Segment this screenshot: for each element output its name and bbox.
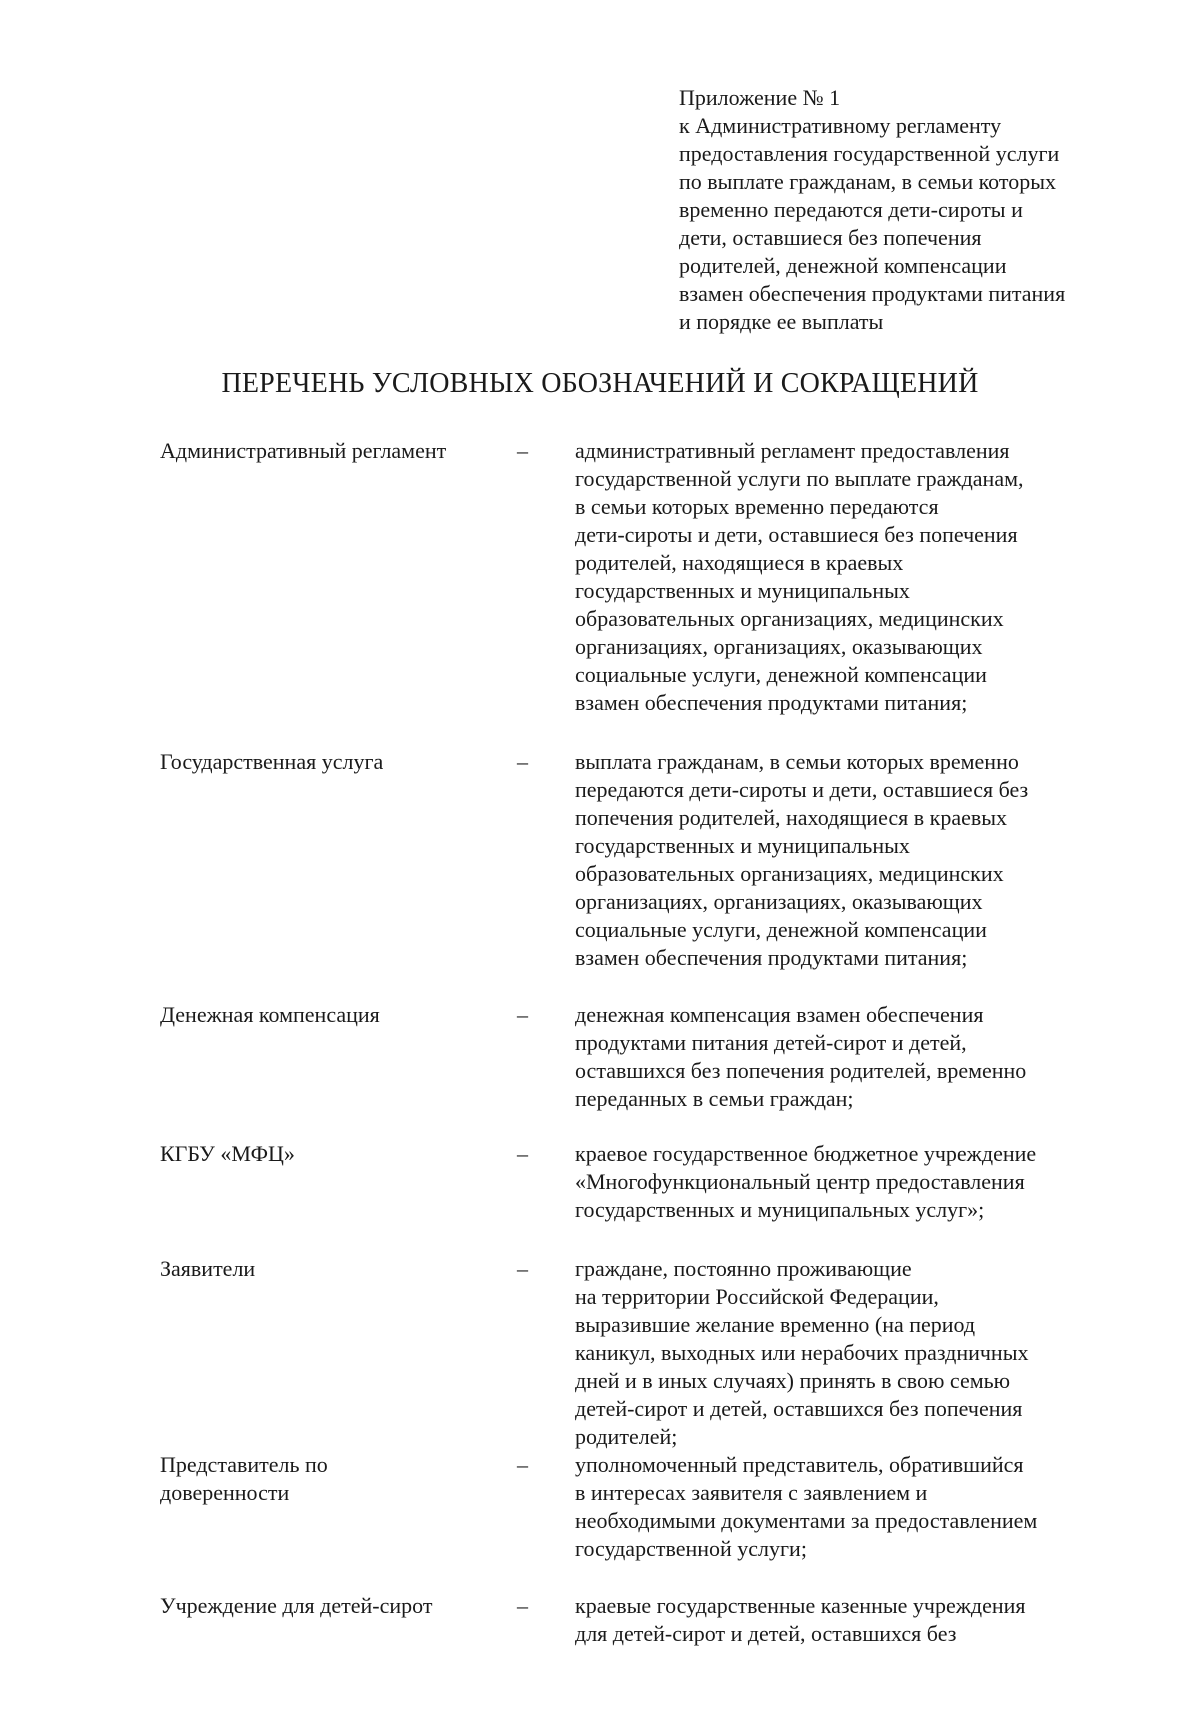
term — [160, 1451, 500, 1507]
definition-line: родителей, находящиеся в краевых — [575, 550, 904, 575]
term — [160, 1255, 500, 1283]
definition-line: необходимыми документами за предоставлением — [575, 1508, 1038, 1533]
term — [160, 1140, 500, 1168]
definition-line: передаются дети-сироты и дети, оставшиеся без — [575, 777, 1029, 802]
definition-line: социальные услуги, денежной компенсации — [575, 662, 987, 687]
term-line: доверенности — [160, 1480, 290, 1505]
definition-line: родителей; — [575, 1424, 678, 1449]
appendix-line: по выплате гражданам, в семьи которых — [679, 169, 1056, 194]
definition-line: государственной услуги; — [575, 1536, 807, 1561]
appendix-line: предоставления государственной услуги — [679, 141, 1060, 166]
definition-line: государственных и муниципальных услуг»; — [575, 1197, 985, 1222]
term-line: Представитель по — [160, 1452, 328, 1477]
definition-line: переданных в семьи граждан; — [575, 1086, 854, 1111]
dash-separator: – — [517, 749, 528, 774]
definition-line: государственной услуги по выплате гражданам, — [575, 466, 1024, 491]
dash-separator: – — [517, 1141, 528, 1166]
term — [160, 437, 500, 465]
definition-line: дней и в иных случаях) принять в свою семью — [575, 1368, 1011, 1393]
term-line: Учреждение для детей-сирот — [160, 1593, 433, 1618]
dash-separator: – — [517, 438, 528, 463]
term-line: Административный регламент — [160, 438, 447, 463]
definition-line: каникул, выходных или нерабочих праздничных — [575, 1340, 1029, 1365]
appendix-line: к Административному регламенту — [679, 113, 1002, 138]
definition-text — [575, 437, 1120, 717]
definition-line: взамен обеспечения продуктами питания; — [575, 690, 968, 715]
appendix-line: Приложение № 1 — [679, 85, 841, 110]
term-line: Денежная компенсация — [160, 1002, 380, 1027]
definition-line: административный регламент предоставления — [575, 438, 1010, 463]
definition-text — [575, 748, 1120, 972]
term — [160, 748, 500, 776]
definition-line: уполномоченный представитель, обратившийся — [575, 1452, 1024, 1477]
definition-line: взамен обеспечения продуктами питания; — [575, 945, 968, 970]
definition-line: краевые государственные казенные учреждения — [575, 1593, 1026, 1618]
appendix-line: и порядке ее выплаты — [679, 309, 884, 334]
term — [160, 1001, 500, 1029]
term-line: Заявители — [160, 1256, 256, 1281]
dash-separator: – — [517, 1002, 528, 1027]
definition-line: оставшихся без попечения родителей, временно — [575, 1058, 1027, 1083]
definition-text — [575, 1140, 1120, 1224]
definition-text — [575, 1255, 1120, 1451]
definition-line: образовательных организациях, медицинских — [575, 861, 1004, 886]
definition-line: дети-сироты и дети, оставшиеся без попечения — [575, 522, 1018, 547]
definition-line: денежная компенсация взамен обеспечения — [575, 1002, 984, 1027]
definition-line: продуктами питания детей-сирот и детей, — [575, 1030, 967, 1055]
definition-line: краевое государственное бюджетное учреждение — [575, 1141, 1037, 1166]
appendix-header — [679, 84, 1119, 336]
definition-line: в семьи которых временно передаются — [575, 494, 939, 519]
definition-line: на территории Российской Федерации, — [575, 1284, 939, 1309]
definition-line: «Многофункциональный центр предоставления — [575, 1169, 1025, 1194]
definition-line: социальные услуги, денежной компенсации — [575, 917, 987, 942]
appendix-line: родителей, денежной компенсации — [679, 253, 1007, 278]
definition-line: образовательных организациях, медицинских — [575, 606, 1004, 631]
appendix-line: дети, оставшиеся без попечения — [679, 225, 982, 250]
appendix-line: временно передаются дети-сироты и — [679, 197, 1023, 222]
appendix-line: взамен обеспечения продуктами питания — [679, 281, 1066, 306]
definition-line: граждане, постоянно проживающие — [575, 1256, 912, 1281]
dash-separator: – — [517, 1256, 528, 1281]
dash-separator: – — [517, 1452, 528, 1477]
definition-line: для детей-сирот и детей, оставшихся без — [575, 1621, 957, 1646]
definition-line: выразившие желание временно (на период — [575, 1312, 976, 1337]
definition-line: попечения родителей, находящиеся в краевых — [575, 805, 1008, 830]
definition-line: организациях, организациях, оказывающих — [575, 889, 983, 914]
definition-line: выплата гражданам, в семьи которых временно — [575, 749, 1019, 774]
term — [160, 1592, 500, 1620]
definition-line: государственных и муниципальных — [575, 833, 910, 858]
definition-line: организациях, организациях, оказывающих — [575, 634, 983, 659]
definition-line: государственных и муниципальных — [575, 578, 910, 603]
term-line: Государственная услуга — [160, 749, 384, 774]
document-title: ПЕРЕЧЕНЬ УСЛОВНЫХ ОБОЗНАЧЕНИЙ И СОКРАЩЕНИЙ — [221, 368, 979, 399]
definition-line: в интересах заявителя с заявлением и — [575, 1480, 928, 1505]
term-line: КГБУ «МФЦ» — [160, 1141, 295, 1166]
definition-text — [575, 1451, 1120, 1563]
dash-separator: – — [517, 1593, 528, 1618]
definition-line: детей-сирот и детей, оставшихся без попечения — [575, 1396, 1023, 1421]
definition-text — [575, 1592, 1120, 1648]
definition-text — [575, 1001, 1120, 1113]
